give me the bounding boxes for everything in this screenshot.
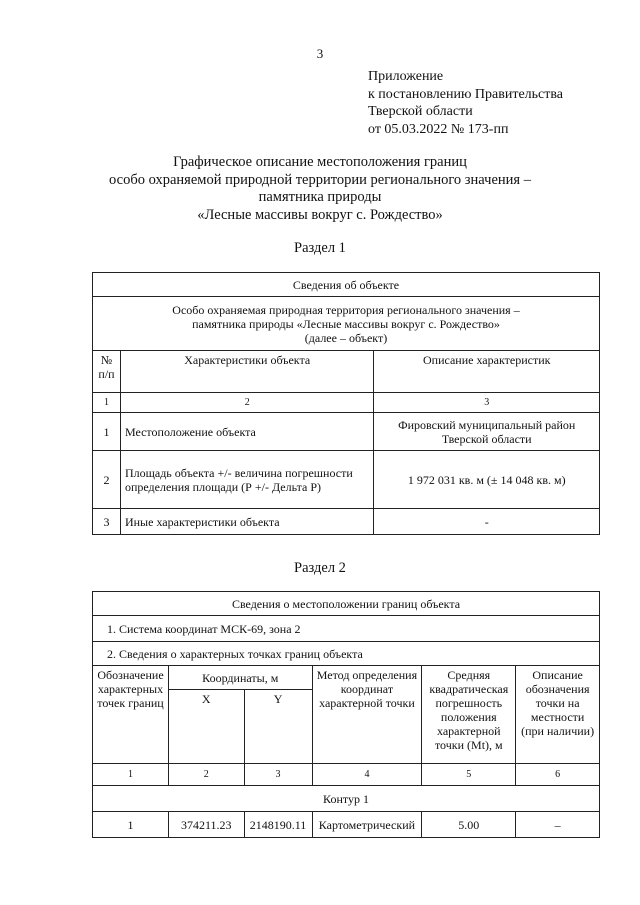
header-x: X	[168, 690, 244, 764]
header-description: Описание обозначения точки на местности (при наличии)	[516, 666, 600, 764]
title-line: особо охраняемой природной территории регионального значения –	[109, 171, 531, 188]
column-index: 5	[422, 764, 516, 786]
column-index: 1	[93, 393, 121, 413]
appendix-line: Тверской области	[368, 104, 473, 119]
row-characteristic: Площадь объекта +/- величина погрешности определения площади (Р +/- Дельта Р)	[120, 451, 373, 509]
appendix-line: к постановлению Правительства	[368, 86, 564, 102]
appendix-block	[368, 68, 563, 138]
cell-y: 2148190.11	[244, 812, 312, 838]
contour-label: Контур 1	[93, 786, 600, 812]
column-index: 3	[374, 393, 600, 413]
object-line: памятника природы «Лесные массивы вокруг с. Рождество»	[192, 316, 500, 331]
section2-heading: Раздел 2	[294, 560, 346, 576]
object-line: Особо охраняемая природная территория регионального значения –	[172, 302, 520, 317]
cell-x: 374211.23	[168, 812, 244, 838]
column-index: 1	[93, 764, 169, 786]
column-header-description: Описание характеристик	[374, 351, 600, 393]
row-characteristic: Иные характеристики объекта	[120, 509, 373, 535]
title-line: Графическое описание местоположения границ	[173, 154, 467, 170]
cell-description: –	[516, 812, 600, 838]
header-method: Метод определения координат характерной точки	[312, 666, 422, 764]
column-header-num: № п/п	[93, 351, 121, 393]
column-index: 2	[168, 764, 244, 786]
column-index: 3	[244, 764, 312, 786]
appendix-line: Приложение	[368, 69, 444, 84]
title-line: памятника природы	[258, 189, 382, 205]
header-y: Y	[244, 690, 312, 764]
row-description: Фировский муниципальный район Тверской области	[374, 413, 600, 451]
header-coordinates: Координаты, м	[168, 666, 312, 690]
row-number: 3	[93, 509, 121, 535]
header-error: Средняя квадратическая погрешность положения характерной точки (Mt), м	[422, 666, 516, 764]
table-title: Сведения об объекте	[93, 273, 600, 297]
object-line: (далее – объект)	[304, 330, 388, 345]
points-title: 2. Сведения о характерных точках границ объекта	[93, 642, 600, 666]
appendix-line: от 05.03.2022 № 173-пп	[368, 121, 509, 137]
row-description: 1 972 031 кв. м (± 14 048 кв. м)	[374, 451, 600, 509]
object-info-table	[92, 272, 600, 535]
row-description: -	[374, 509, 600, 535]
table-title: Сведения о местоположении границ объекта	[93, 592, 600, 616]
column-index: 6	[516, 764, 600, 786]
boundary-table	[92, 591, 600, 838]
cell-error: 5.00	[422, 812, 516, 838]
section1-heading: Раздел 1	[294, 240, 346, 256]
cell-point: 1	[93, 812, 169, 838]
column-index: 2	[120, 393, 373, 413]
row-number: 2	[93, 451, 121, 509]
column-index: 4	[312, 764, 422, 786]
coordinate-system: 1. Система координат МСК-69, зона 2	[93, 616, 600, 642]
row-number: 1	[93, 413, 121, 451]
page-number: 3	[316, 46, 324, 61]
header-point: Обозначение характерных точек границ	[93, 666, 169, 764]
title-line: «Лесные массивы вокруг с. Рождество»	[197, 206, 443, 223]
object-name-cell	[93, 297, 600, 351]
column-header-characteristics: Характеристики объекта	[120, 351, 373, 393]
document-title	[60, 154, 580, 224]
row-characteristic: Местоположение объекта	[120, 413, 373, 451]
cell-method: Картометрический	[312, 812, 422, 838]
